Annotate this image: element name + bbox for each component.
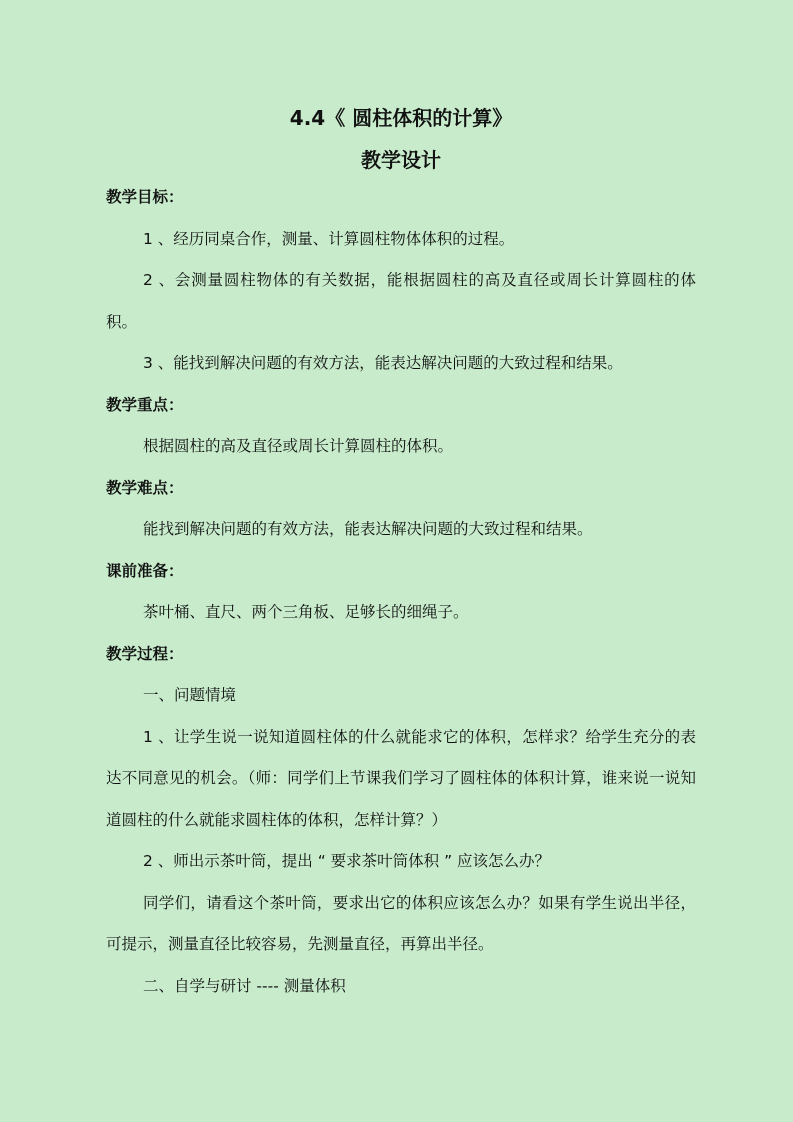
part1-paragraph-2: 2 、师出示茶叶筒，提出 “ 要求茶叶筒体积 ” 应该怎么办？ [143, 852, 551, 870]
part1-paragraph-1: 1 、让学生说一说知道圆柱体的什么就能求它的体积，怎样求？给学生充分的表达不同意见的机会。（师：同学们上节课我们学习了圆柱体的体积计算，谁来说一说知道圆柱的什么就能求圆柱体的体积，怎样计算？） [106, 727, 696, 829]
key-points-heading: 教学重点： [106, 395, 184, 414]
document-subtitle: 教学设计 [361, 148, 441, 172]
preparation-text: 茶叶桶、直尺、两个三角板、足够长的细绳子。 [143, 603, 469, 621]
document-page [106, 100, 696, 1007]
goal-1: 1 、经历同桌合作，测量、计算圆柱物体体积的过程。 [143, 229, 515, 248]
part1-paragraph-3: 同学们，请看这个茶叶筒，要求出它的体积应该怎么办？如果有学生说出半径，可提示，测量直径比较容易，先测量直径，再算出半径。 [106, 893, 696, 953]
document-title: 4.4《 圆柱体积的计算》 [289, 106, 513, 130]
goals-heading: 教学目标： [106, 188, 184, 206]
process-heading: 教学过程： [106, 644, 184, 663]
part1-title: 一、问题情境 [143, 686, 237, 704]
difficult-points-heading: 教学难点： [106, 478, 184, 497]
difficult-points-text: 能找到解决问题的有效方法，能表达解决问题的大致过程和结果。 [143, 520, 593, 538]
goal-2: 2 、会测量圆柱物体的有关数据，能根据圆柱的高及直径或周长计算圆柱的体积。 [106, 271, 696, 331]
preparation-heading: 课前准备： [106, 561, 184, 580]
part2-title: 二、自学与研讨 ---- 测量体积 [143, 976, 346, 995]
key-points-text: 根据圆柱的高及直径或周长计算圆柱的体积。 [143, 437, 454, 455]
goal-3: 3 、能找到解决问题的有效方法，能表达解决问题的大致过程和结果。 [143, 354, 623, 372]
